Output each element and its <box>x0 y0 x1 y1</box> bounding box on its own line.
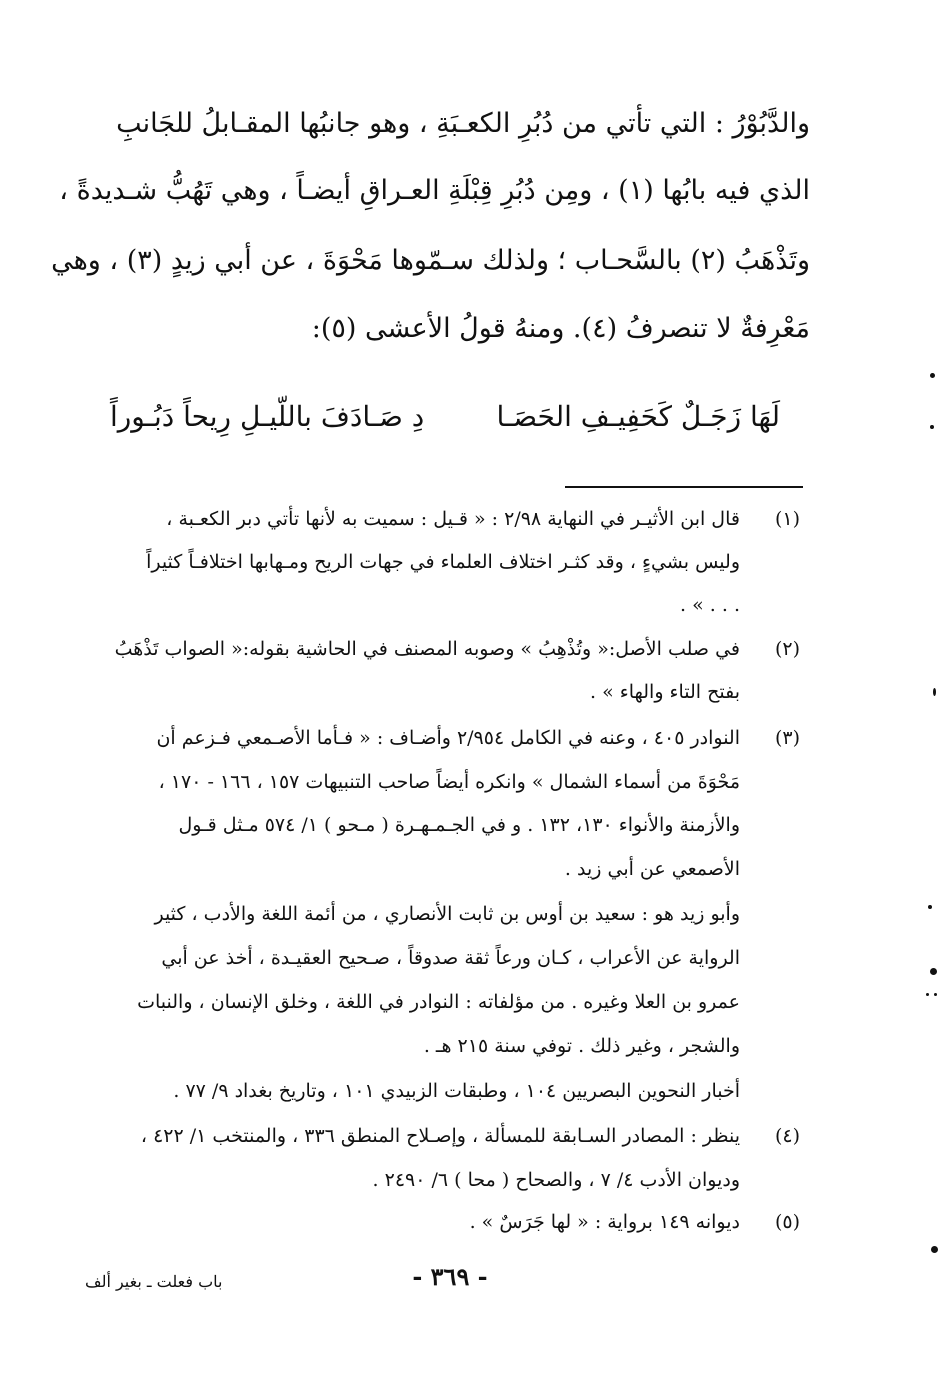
footnote-2-line-2: بفتح التاء والهاء » . <box>590 681 740 703</box>
footnote-3-line-9: أخبار النحوين البصريين ١٠٤ ، وطبقات الزبيدي ١٠١ ، وتاريخ بغداد ٩/ ٧٧ . <box>173 1080 740 1102</box>
scan-speck <box>930 968 937 975</box>
scan-speck <box>930 373 935 378</box>
footnote-5-line-1: ديوانه ١٤٩ برواية : « لها جَرَسٌ » . <box>469 1211 740 1233</box>
footnote-3-line-6: الرواية عن الأعراب ، كـان ورعاً ثقة صدوقاً ، صـحيح العقيـدة ، أخذ عن أبي <box>161 947 740 969</box>
footnote-3-line-7: عمرو بن العلا وغيره . من مؤلفاته : النوادر في اللغة ، وخلق الإنسان ، والنبات <box>137 991 740 1013</box>
scan-speck <box>933 688 936 696</box>
page-number: - ٣٦٩ - <box>412 1262 488 1291</box>
footnote-3-line-3: والأزمنة والأنواء ١٣٠، ١٣٢ . و في الجـمـهـرة ( مـحو ) ١/ ٥٧٤ مـثل قـول <box>178 814 740 836</box>
footnote-3-line-2: مَحْوَةَ من أسماء الشمال » وانكره أيضاً صاحب التنبيهات ١٥٧ ، ١٦٦ - ١٧٠ ، <box>158 771 740 793</box>
footnote-3-line-8: والشجر ، وغير ذلك . توفي سنة ٢١٥ هـ . <box>423 1035 740 1057</box>
scan-speck <box>928 905 932 909</box>
footnote-4-line-2: وديوان الأدب ٤/ ٧ ، والصحاح ( محا ) ٦/ ٢٤٩٠ . <box>372 1169 740 1191</box>
footnote-2-line-1: في صلب الأصل:« وتُذْهِبُ » وصوبه المصنف في الحاشية بقوله:« الصواب تَذْهَبُ <box>114 638 740 660</box>
footnote-4-line-1: ينظر : المصادر السـابقة للمسألة ، وإصـلاح المنطق ٣٣٦ ، والمنتخب ١/ ٤٢٢ ، <box>140 1125 740 1147</box>
footnote-1-line-2: وليس بشيءٍ ، وقد كثـر اختلاف العلماء في جهات الريح ومـهابها اختلافـاً كثيراً <box>146 551 740 573</box>
main-text-line-4: مَعْرِفةٌ لا تنصرفُ (٤). ومنهُ قولُ الأعشى (٥): <box>311 313 810 344</box>
footnote-1-line-3: . . . » . <box>680 594 740 616</box>
scan-speck <box>930 425 934 429</box>
scan-speck <box>931 1246 938 1253</box>
footnote-4-number: (٤) <box>774 1125 800 1147</box>
footnote-3-line-5: وأبو زيد هو : سعيد بن أوس بن ثابت الأنصاري ، من أئمة اللغة والأدب ، كثير <box>154 903 740 925</box>
main-text-line-2: الذي فيه بابُها (١) ، ومِن دُبُرِ قِبْلَةِ العـراقِ أيضـاً ، وهي تَهُبُّ شـديدةً ، <box>59 175 810 206</box>
verse-first-hemistich: لَهَا زَجَـلٌ كَحَفِيـفِ الحَصَـا <box>496 400 780 433</box>
footnote-1-number: (١) <box>774 508 800 530</box>
scan-speck <box>926 993 929 996</box>
scan-speck <box>934 993 937 996</box>
verse-second-hemistich: دِ صَـادَفَ باللّيـلِ رِيحاً دَبُـوراً <box>110 400 425 433</box>
footnote-5-number: (٥) <box>774 1211 800 1233</box>
main-text-line-1: والدَّبُوْرُ : التي تأتي من دُبُرِ الكعـبَةِ ، وهو جانبُها المقـابلُ للجَانبِ <box>116 108 810 139</box>
footnote-2-number: (٢) <box>774 638 800 660</box>
main-text-line-3: وتَذْهَبُ (٢) بالسَّحـاب ؛ ولذلك سـمّوها مَحْوَةَ ، عن أبي زيدٍ (٣) ، وهي <box>51 245 810 276</box>
footnote-3-line-4: الأصمعي عن أبي زيد . <box>564 858 740 880</box>
footnote-3-line-1: النوادر ٤٠٥ ، وعنه في الكامل ٢/٩٥٤ وأضـاف : « فـأما الأصـمعي فـزعم أن <box>156 727 740 749</box>
footnote-3-number: (٣) <box>774 727 800 749</box>
footnote-separator <box>565 486 803 488</box>
footnote-1-line-1: قال ابن الأثيـر في النهاية ٢/٩٨ : « قـيل : سميت به لأنها تأتي دبر الكعـبة ، <box>166 508 740 530</box>
chapter-running-title: باب فعلت ـ بغير ألف <box>85 1272 223 1291</box>
